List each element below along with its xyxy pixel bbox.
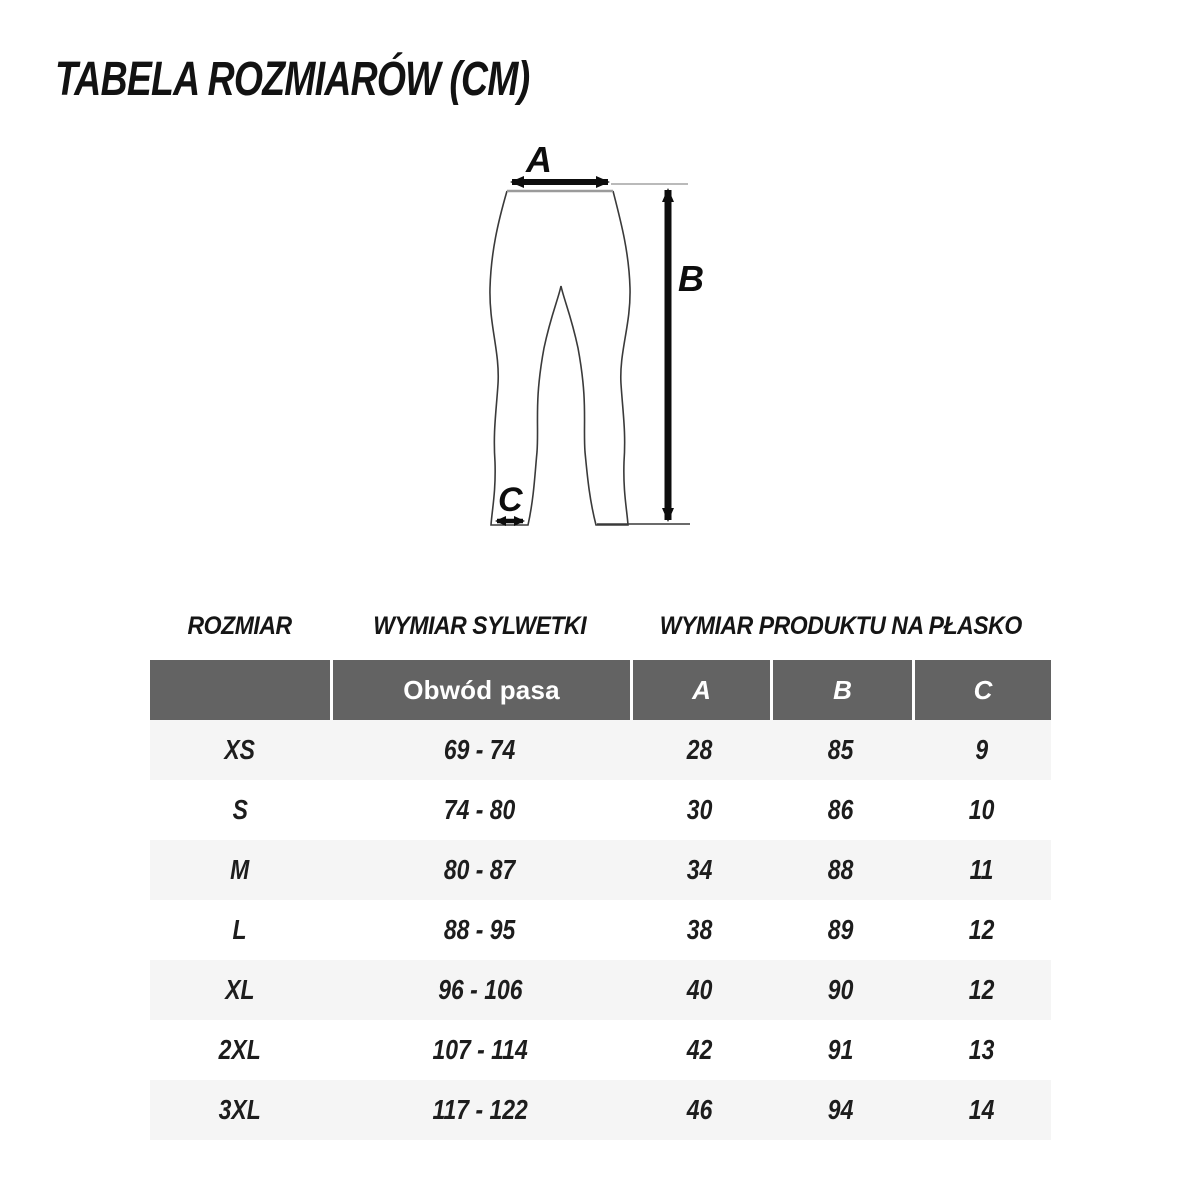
a-value: 40 — [687, 974, 713, 1005]
a-value: 28 — [687, 734, 713, 765]
cell-a — [630, 840, 770, 900]
cell-b — [770, 1020, 912, 1080]
diagram-label-a: A — [526, 139, 552, 180]
cell-size — [150, 1080, 330, 1140]
waist-value: 69 - 74 — [444, 734, 516, 765]
group-header-rozmiar — [150, 606, 330, 646]
size-value: M — [230, 854, 250, 885]
header-cell-waist-label: Obwód pasa — [403, 674, 560, 705]
cell-a — [630, 960, 770, 1020]
cell-a — [630, 1080, 770, 1140]
table-row-2xl — [150, 1020, 1051, 1080]
cell-c — [912, 1080, 1051, 1140]
cell-size — [150, 960, 330, 1020]
cell-b — [770, 900, 912, 960]
cell-c — [912, 840, 1051, 900]
diagram-label-c: C — [498, 481, 523, 519]
cell-waist — [330, 1080, 630, 1140]
diagram-label-b: B — [678, 258, 704, 299]
cell-a — [630, 1020, 770, 1080]
waist-value: 80 - 87 — [444, 854, 516, 885]
leggings-outline — [490, 191, 630, 525]
c-value: 9 — [975, 734, 988, 765]
cell-c — [912, 960, 1051, 1020]
size-value: XS — [224, 734, 256, 765]
cell-b — [770, 720, 912, 780]
b-value: 88 — [828, 854, 854, 885]
cell-c — [912, 1020, 1051, 1080]
a-value: 30 — [687, 794, 713, 825]
table-row-m — [150, 840, 1051, 900]
leggings-diagram — [440, 130, 740, 565]
table-row-l — [150, 900, 1051, 960]
header-cell-waist — [330, 660, 630, 720]
table-row-3xl — [150, 1080, 1051, 1140]
cell-b — [770, 1080, 912, 1140]
header-cell-a — [630, 660, 770, 720]
cell-b — [770, 840, 912, 900]
cell-waist — [330, 840, 630, 900]
cell-waist — [330, 960, 630, 1020]
b-value: 85 — [828, 734, 854, 765]
a-value: 42 — [687, 1034, 713, 1065]
cell-c — [912, 780, 1051, 840]
cell-size — [150, 900, 330, 960]
table-header-row — [150, 660, 1051, 720]
waist-value: 74 - 80 — [444, 794, 516, 825]
cell-waist — [330, 780, 630, 840]
cell-waist — [330, 1020, 630, 1080]
waist-value: 117 - 122 — [432, 1094, 528, 1125]
header-cell-size — [150, 660, 330, 720]
cell-c — [912, 900, 1051, 960]
cell-waist — [330, 900, 630, 960]
table-row-s — [150, 780, 1051, 840]
cell-a — [630, 900, 770, 960]
size-value: S — [232, 794, 248, 825]
cell-a — [630, 720, 770, 780]
cell-c — [912, 720, 1051, 780]
waist-value: 88 - 95 — [444, 914, 516, 945]
group-header-wymiar-produktu — [630, 606, 1051, 646]
cell-size — [150, 780, 330, 840]
c-value: 10 — [968, 794, 995, 825]
size-value: L — [232, 914, 248, 945]
header-cell-b-label: B — [833, 674, 852, 705]
page-title: TABELA ROZMIARÓW (CM) — [55, 53, 530, 106]
table-row-xl — [150, 960, 1051, 1020]
table-row-xs — [150, 720, 1051, 780]
c-value: 14 — [968, 1094, 995, 1125]
size-value: XL — [225, 974, 255, 1005]
header-cell-c-label: C — [973, 674, 993, 705]
cell-size — [150, 840, 330, 900]
group-header-wymiar-sylwetki-label: WYMIAR SYLWETKI — [373, 611, 587, 640]
waist-value: 107 - 114 — [432, 1034, 528, 1065]
a-value: 34 — [687, 854, 713, 885]
c-value: 11 — [969, 854, 994, 885]
waist-value: 96 - 106 — [437, 974, 523, 1005]
group-header-wymiar-produktu-label: WYMIAR PRODUKTU NA PŁASKO — [659, 611, 1022, 640]
size-value: 2XL — [218, 1034, 262, 1065]
cell-size — [150, 720, 330, 780]
column-group-headers — [150, 606, 1051, 646]
b-value: 91 — [828, 1034, 854, 1065]
b-value: 89 — [828, 914, 854, 945]
c-value: 12 — [968, 914, 995, 945]
cell-b — [770, 780, 912, 840]
cell-size — [150, 1020, 330, 1080]
group-header-wymiar-sylwetki — [330, 606, 630, 646]
size-table — [150, 660, 1051, 1140]
cell-b — [770, 960, 912, 1020]
a-value: 38 — [687, 914, 713, 945]
b-value: 94 — [828, 1094, 854, 1125]
c-value: 13 — [968, 1034, 995, 1065]
header-cell-c — [912, 660, 1051, 720]
header-cell-b — [770, 660, 912, 720]
cell-a — [630, 780, 770, 840]
c-value: 12 — [968, 974, 995, 1005]
a-value: 46 — [687, 1094, 713, 1125]
group-header-rozmiar-label: ROZMIAR — [187, 611, 293, 640]
b-value: 86 — [828, 794, 854, 825]
size-value: 3XL — [218, 1094, 262, 1125]
header-cell-a-label: A — [692, 674, 711, 705]
b-value: 90 — [828, 974, 854, 1005]
cell-waist — [330, 720, 630, 780]
